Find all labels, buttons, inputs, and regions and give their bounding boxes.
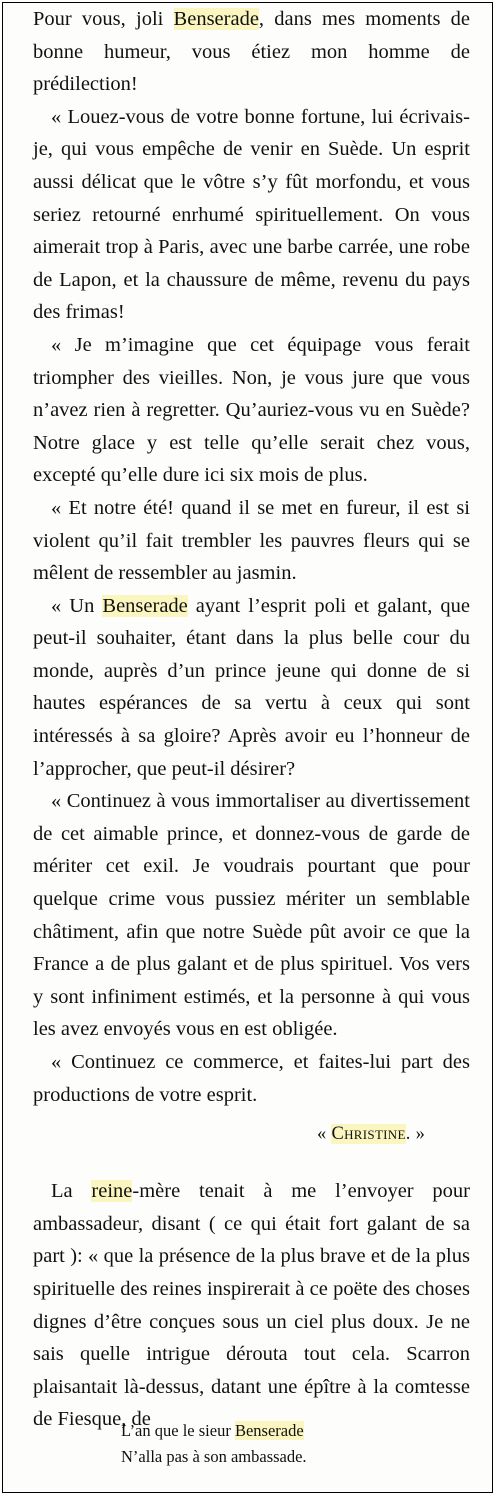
text-run: -mère tenait à me l’envoyer pour ambassadeur, disant ( ce qui était fort galant de sa part ): « que la présence de la plus brave et de la plus spirituelle des reines inspirerait à ce poëte des choses dignes d’être conçues sous un ciel plus doux. Je ne sais quelle intrigue dérouta tout cela. Scarron plaisantait là-dessus, datant une épître à la comtesse de Fiesque, de bbox=[33, 1180, 470, 1431]
paragraph-5 bbox=[33, 590, 470, 786]
signature-close-quote: . » bbox=[405, 1124, 426, 1144]
text-run: « Louez-vous de votre bonne fortune, lui écrivais-je, qui vous empêche de venir en Suède. Un esprit aussi délicat que le vôtre s’y fût morfondu, et vous seriez retourné enrhumé spirituellement. On vous aimerait trop à Paris, avec une barbe carrée, une robe de Lapon, et la chaussure de même, revenu du pays des frimas! bbox=[33, 105, 470, 324]
signature-name-christine: Christine bbox=[331, 1124, 406, 1144]
text-run: La bbox=[51, 1180, 92, 1203]
text-run: « Je m’imagine que cet équipage vous ferait triompher des vieilles. Non, je vous jure que vous n’avez rien à regretter. Qu’auriez-vous vu en Suède? Notre glace y est telle qu’elle serait chez vous, excepté qu’elle dure ici six mois de plus. bbox=[33, 333, 470, 487]
highlighted-name-benserade: Benserade bbox=[102, 594, 188, 617]
paragraph-1 bbox=[33, 3, 470, 101]
paragraph-6 bbox=[33, 785, 470, 1046]
text-run: « Continuez à vous immortaliser au divertissement de cet aimable prince, et donnez-vous de garde de mériter cet exil. Je voudrais pourtant que pour quelque crime vous pussiez mériter un semblable châtiment, afin que notre Suède pût avoir ce que la France a de plus galant et de plus spirituel. Vos vers y sont infiniment estimés, et la personne à qui vous les avez envoyés vous en est obligée. bbox=[33, 790, 470, 1041]
paragraph-7 bbox=[33, 1046, 470, 1111]
paragraph-3 bbox=[33, 329, 470, 492]
verse-line-1 bbox=[121, 1418, 307, 1444]
verse-line-2: N’alla pas à son ambassade. bbox=[121, 1447, 307, 1466]
text-run: « Et notre été! quand il se met en fureur, il est si violent qu’il fait trembler les pauvres fleurs qui se mêlent de ressembler au jasmin. bbox=[33, 496, 470, 585]
text-run: « Continuez ce commerce, et faites-lui part des productions de votre esprit. bbox=[33, 1051, 470, 1106]
body-text bbox=[33, 3, 470, 1436]
highlighted-word-reine: reine bbox=[91, 1180, 133, 1203]
letter-signature bbox=[317, 1124, 425, 1145]
highlighted-name-benserade: Benserade bbox=[234, 1421, 304, 1440]
text-run: Pour vous, joli bbox=[33, 8, 174, 30]
text-run: ayant l’esprit poli et galant, que peut-il souhaiter, étant dans la plus belle cour du monde, auprès d’un prince jeune qui donne de si hautes espérances de sa vertu à ceux qui sont intéressés à sa gloire? Après avoir eu l’honneur de l’approcher, que peut-il désirer? bbox=[33, 594, 470, 780]
text-run: , dans mes moments de bonne humeur, vous étiez mon homme de prédilection! bbox=[33, 8, 470, 96]
signature-open-quote: « bbox=[317, 1124, 332, 1144]
paragraph-4 bbox=[33, 492, 470, 590]
paragraph-8 bbox=[33, 1175, 470, 1436]
highlighted-name-benserade: Benserade bbox=[173, 8, 259, 30]
verse-text: L’an que le sieur bbox=[121, 1421, 235, 1440]
book-page bbox=[2, 2, 493, 1493]
verse-quote bbox=[121, 1418, 307, 1470]
paragraph-2 bbox=[33, 101, 470, 329]
text-run: « Un bbox=[51, 594, 103, 617]
